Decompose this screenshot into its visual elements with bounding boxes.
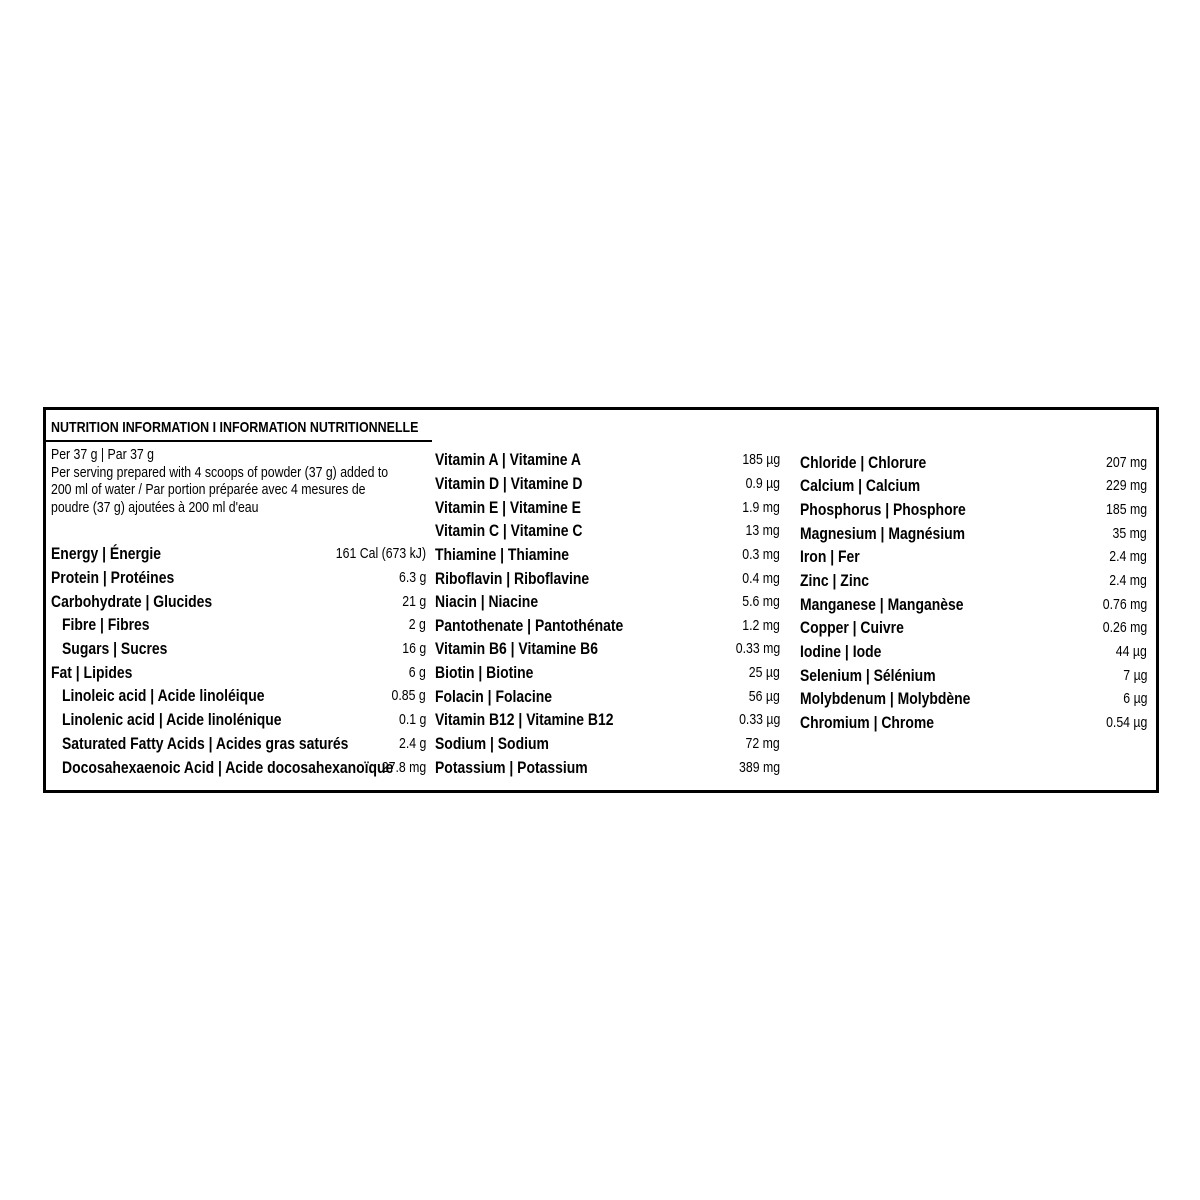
nutrient-row <box>435 637 780 661</box>
nutrient-value: 2 g <box>408 616 426 633</box>
nutrient-row <box>800 593 1147 617</box>
nutrient-row <box>800 451 1147 475</box>
nutrient-label: Fat | Lipides <box>51 663 133 682</box>
nutrient-row <box>62 708 426 732</box>
nutrient-value: 389 mg <box>738 759 780 776</box>
nutrient-value: 2.4 g <box>398 735 426 752</box>
nutrient-label: Molybdenum | Molybdène <box>800 689 971 708</box>
nutrient-row <box>435 567 780 591</box>
nutrient-value: 0.33 mg <box>735 640 780 657</box>
nutrient-row <box>435 448 780 472</box>
nutrient-label: Manganese | Manganèse <box>800 595 964 614</box>
nutrient-row <box>62 613 426 637</box>
nutrient-row <box>435 685 780 709</box>
nutrient-value: 5.6 mg <box>742 593 780 610</box>
panel-title: NUTRITION INFORMATION I INFORMATION NUTRITIONNELLE <box>51 419 419 436</box>
nutrient-row <box>62 756 426 780</box>
nutrient-value: 207 mg <box>1105 454 1147 471</box>
nutrient-row <box>51 590 426 614</box>
serving-line-3: 200 ml of water / Par portion préparée avec 4 mesures de <box>51 481 366 498</box>
nutrient-label: Zinc | Zinc <box>800 571 869 590</box>
nutrient-value: 7 µg <box>1122 667 1147 684</box>
title-rule <box>46 440 432 442</box>
nutrient-label: Docosahexaenoic Acid | Acide docosahexanoïque <box>62 758 394 777</box>
nutrient-label: Vitamin E | Vitamine E <box>435 498 581 517</box>
nutrient-value: 0.1 g <box>398 711 426 728</box>
nutrient-label: Copper | Cuivre <box>800 618 904 637</box>
nutrient-row <box>51 661 426 685</box>
nutrient-row <box>435 614 780 638</box>
serving-line-4: poudre (37 g) ajoutées à 200 ml d'eau <box>51 498 259 516</box>
nutrient-value: 72 mg <box>745 735 780 752</box>
nutrient-label: Biotin | Biotine <box>435 663 534 682</box>
nutrient-label: Selenium | Sélénium <box>800 666 936 685</box>
nutrient-label: Magnesium | Magnésium <box>800 524 966 543</box>
nutrient-value: 56 µg <box>748 688 780 705</box>
nutrient-value: 0.3 mg <box>742 546 780 563</box>
nutrient-label: Fibre | Fibres <box>62 615 150 634</box>
nutrient-value: 27.8 mg <box>381 759 426 776</box>
nutrient-value: 2.4 mg <box>1109 572 1147 589</box>
nutrient-value: 25 µg <box>748 664 780 681</box>
nutrient-value: 44 µg <box>1115 643 1147 660</box>
nutrient-row <box>62 684 426 708</box>
nutrient-label: Carbohydrate | Glucides <box>51 592 213 611</box>
nutrient-value: 229 mg <box>1105 477 1147 494</box>
nutrient-value: 6 µg <box>1122 690 1147 707</box>
nutrient-value: 16 g <box>402 640 426 657</box>
nutrient-row <box>435 519 780 543</box>
nutrient-row <box>800 498 1147 522</box>
nutrient-value: 0.26 mg <box>1102 619 1147 636</box>
nutrient-value: 6.3 g <box>398 569 426 586</box>
nutrient-label: Vitamin B6 | Vitamine B6 <box>435 639 598 658</box>
nutrient-label: Iodine | Iode <box>800 642 882 661</box>
nutrient-row <box>435 590 780 614</box>
nutrient-row <box>800 687 1147 711</box>
nutrient-value: 1.9 mg <box>742 499 780 516</box>
nutrient-label: Iron | Fer <box>800 547 860 566</box>
nutrient-row <box>435 472 780 496</box>
nutrient-value: 161 Cal (673 kJ) <box>335 545 426 562</box>
nutrient-row <box>800 711 1147 735</box>
nutrient-row <box>51 542 426 566</box>
nutrient-row <box>51 566 426 590</box>
nutrient-label: Linolenic acid | Acide linolénique <box>62 710 282 729</box>
nutrient-row <box>800 664 1147 688</box>
serving-info <box>51 446 431 516</box>
nutrient-row <box>435 661 780 685</box>
nutrient-row <box>800 474 1147 498</box>
nutrient-value: 6 g <box>408 664 426 681</box>
nutrient-row <box>800 569 1147 593</box>
nutrient-label: Calcium | Calcium <box>800 476 921 495</box>
nutrient-value: 185 µg <box>742 451 780 468</box>
nutrient-value: 1.2 mg <box>742 617 780 634</box>
nutrient-value: 0.9 µg <box>745 475 780 492</box>
nutrient-row <box>800 545 1147 569</box>
nutrient-label: Chloride | Chlorure <box>800 453 927 472</box>
nutrient-label: Vitamin D | Vitamine D <box>435 474 583 493</box>
nutrient-label: Saturated Fatty Acids | Acides gras saturés <box>62 734 349 753</box>
nutrient-label: Sodium | Sodium <box>435 734 549 753</box>
nutrient-value: 0.85 g <box>391 687 426 704</box>
nutrient-value: 0.54 µg <box>1105 714 1147 731</box>
serving-line-1: Per 37 g | Par 37 g <box>51 446 155 463</box>
nutrient-label: Niacin | Niacine <box>435 592 539 611</box>
nutrient-label: Folacin | Folacine <box>435 687 553 706</box>
nutrient-label: Pantothenate | Pantothénate <box>435 616 624 635</box>
nutrient-row <box>435 496 780 520</box>
nutrient-label: Thiamine | Thiamine <box>435 545 570 564</box>
nutrient-label: Linoleic acid | Acide linoléique <box>62 686 265 705</box>
nutrient-row <box>800 640 1147 664</box>
nutrient-value: 185 mg <box>1105 501 1147 518</box>
nutrient-row <box>62 732 426 756</box>
nutrient-value: 35 mg <box>1112 525 1147 542</box>
nutrient-value: 2.4 mg <box>1109 548 1147 565</box>
nutrient-row <box>800 616 1147 640</box>
nutrient-value: 0.4 mg <box>742 570 780 587</box>
nutrient-row <box>62 637 426 661</box>
serving-line-2: Per serving prepared with 4 scoops of powder (37 g) added to <box>51 463 389 481</box>
nutrient-row <box>800 522 1147 546</box>
nutrient-row <box>435 732 780 756</box>
nutrient-label: Riboflavin | Riboflavine <box>435 569 590 588</box>
nutrient-row <box>435 708 780 732</box>
nutrient-label: Vitamin B12 | Vitamine B12 <box>435 710 614 729</box>
nutrient-label: Phosphorus | Phosphore <box>800 500 966 519</box>
nutrient-label: Vitamin A | Vitamine A <box>435 450 581 469</box>
nutrient-label: Energy | Énergie <box>51 544 162 563</box>
nutrient-label: Protein | Protéines <box>51 568 175 587</box>
nutrient-label: Sugars | Sucres <box>62 639 168 658</box>
nutrient-label: Chromium | Chrome <box>800 713 935 732</box>
nutrient-row <box>435 756 780 780</box>
nutrient-value: 21 g <box>402 593 426 610</box>
nutrient-row <box>435 543 780 567</box>
nutrient-value: 13 mg <box>745 522 780 539</box>
nutrient-value: 0.76 mg <box>1102 596 1147 613</box>
nutrient-label: Potassium | Potassium <box>435 758 588 777</box>
nutrient-value: 0.33 µg <box>738 711 780 728</box>
nutrient-label: Vitamin C | Vitamine C <box>435 521 583 540</box>
